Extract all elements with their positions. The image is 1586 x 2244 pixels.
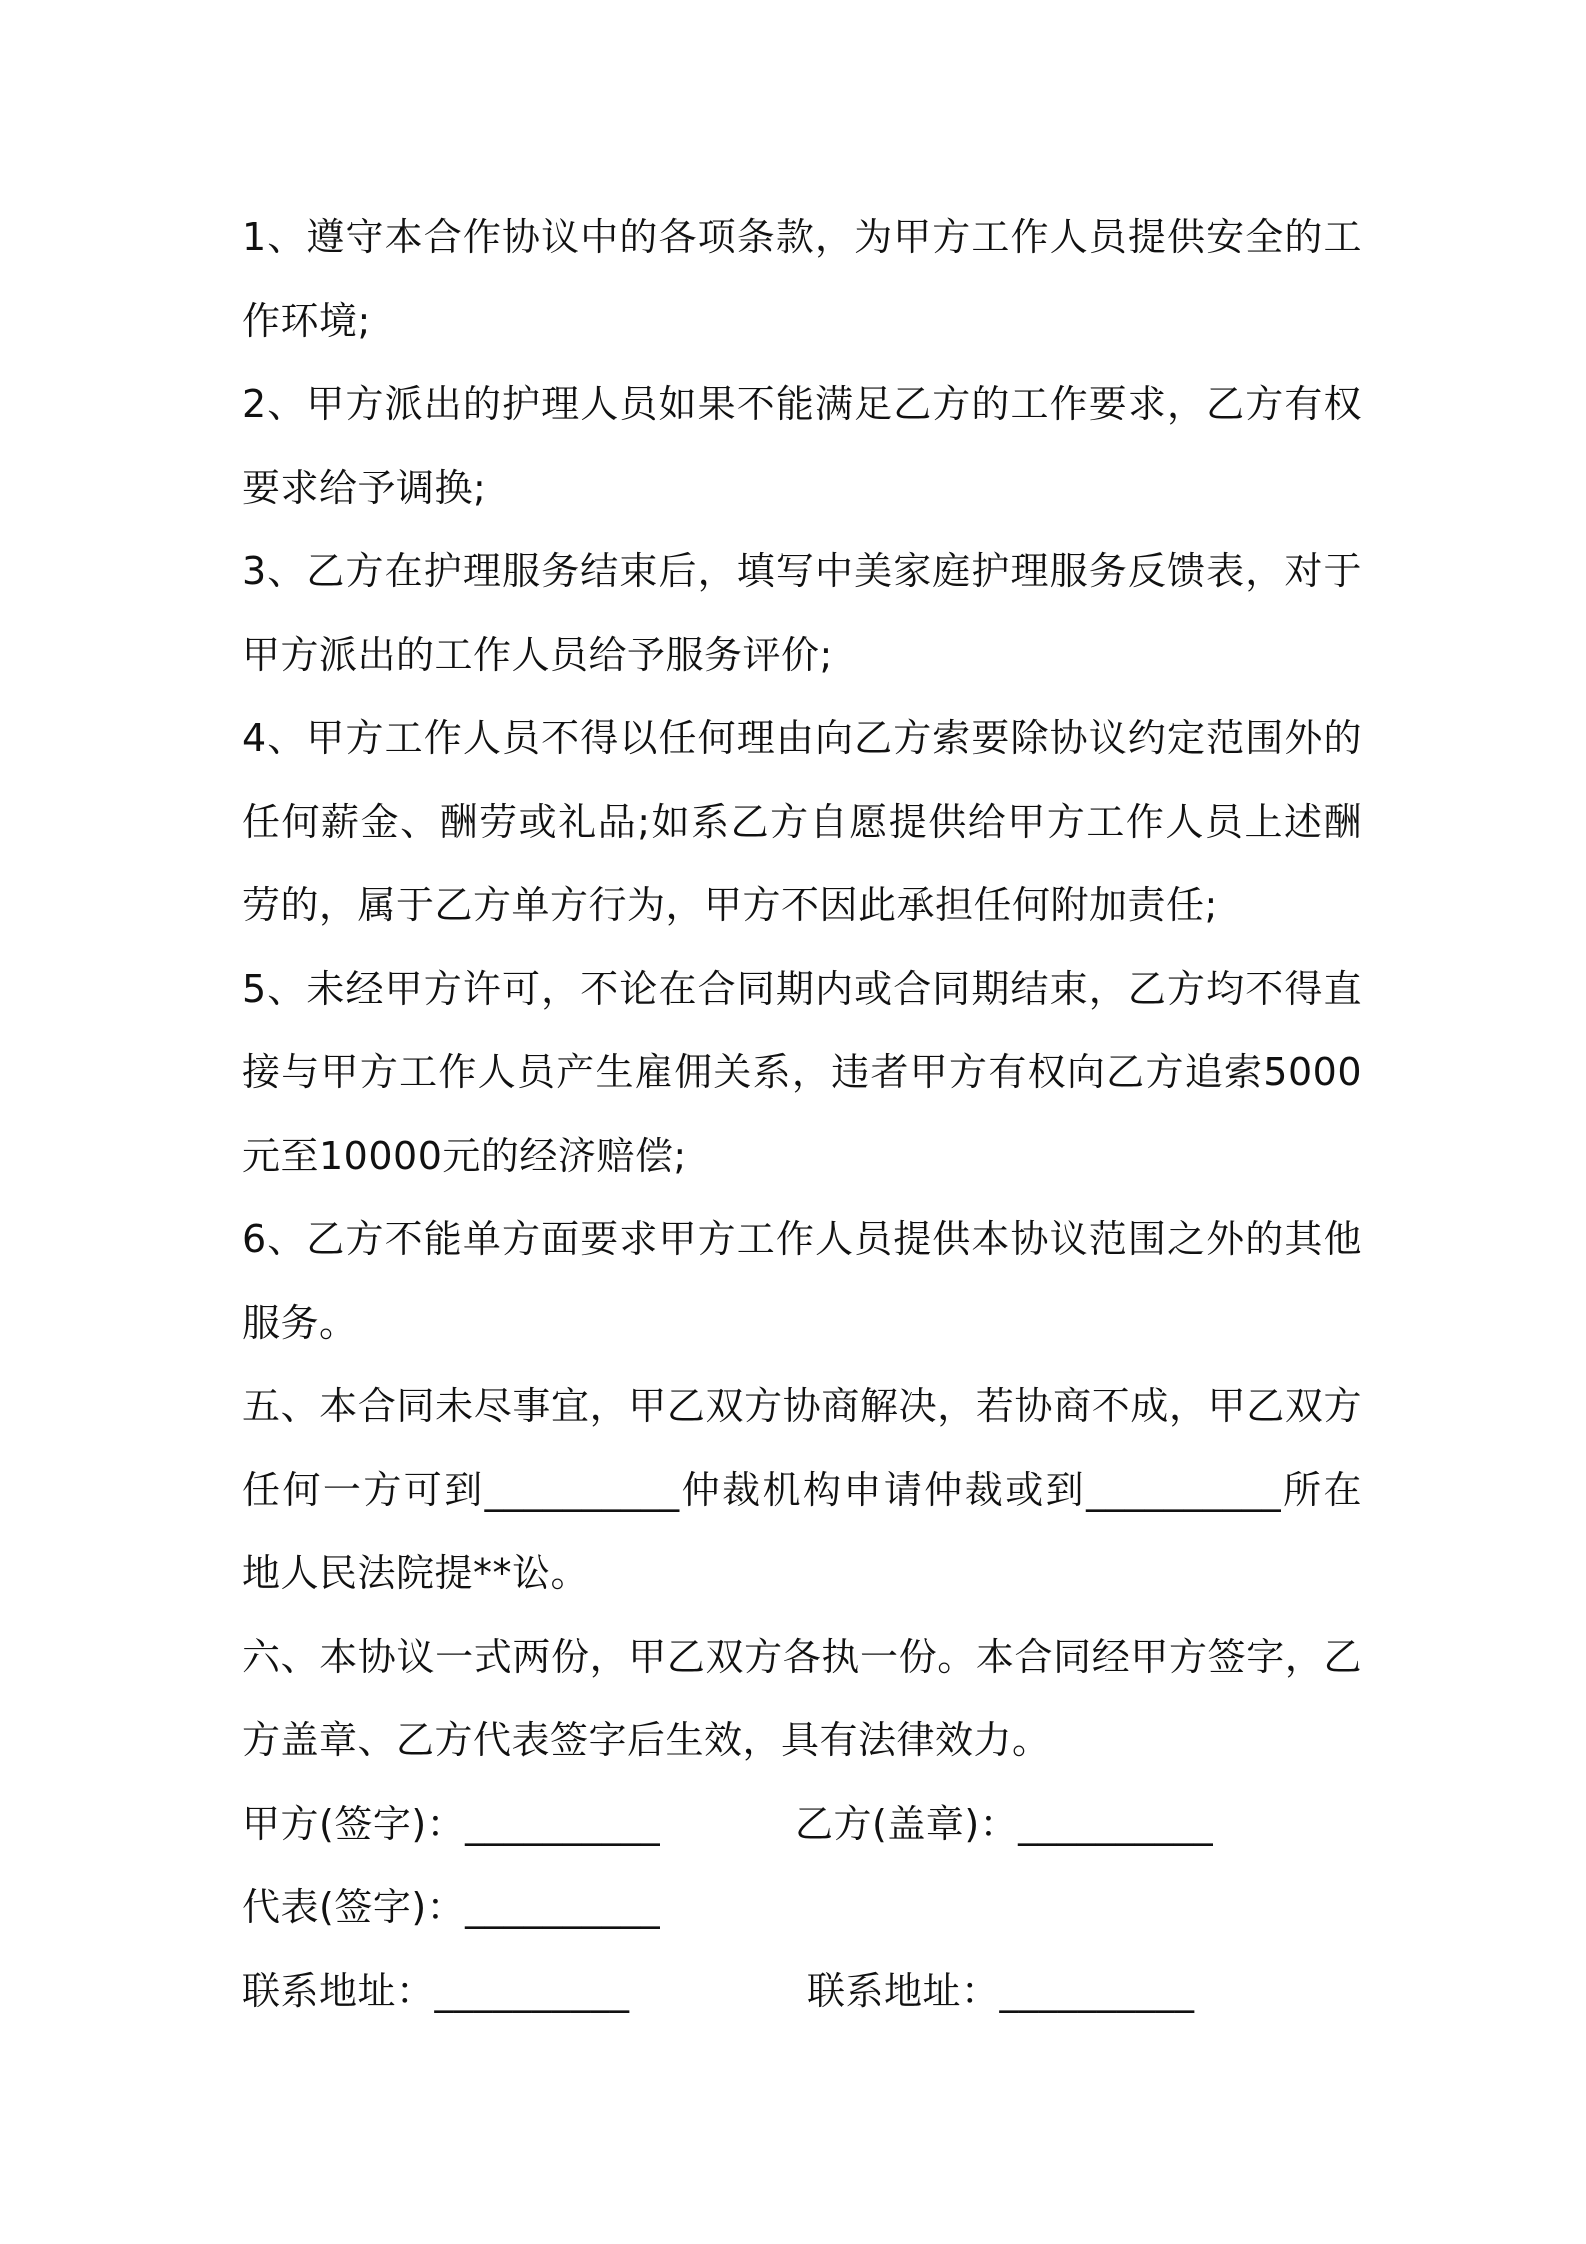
section-five: 五、本合同未尽事宜，甲乙双方协商解决，若协商不成，甲乙双方任何一方可到__________仲裁机构申请仲裁或到__________所在地人民法院提**讼。: [242, 1384, 1362, 1595]
clause-1: 1、遵守本合作协议中的各项条款，为甲方工作人员提供安全的工作环境;: [242, 215, 1362, 343]
clause-2: 2、甲方派出的护理人员如果不能满足乙方的工作要求，乙方有权要求给予调换;: [242, 382, 1362, 510]
party-b-seal: 乙方(盖章)：__________: [795, 1801, 1214, 1846]
document-body: [242, 196, 1362, 2033]
signature-row-parties: [242, 1783, 1362, 1867]
clause-5: 5、未经甲方许可，不论在合同期内或合同期结束，乙方均不得直接与甲方工作人员产生雇佣关系，违者甲方有权向乙方追索5000元至10000元的经济赔偿;: [242, 966, 1362, 1178]
clause-4: 4、甲方工作人员不得以任何理由向乙方索要除协议约定范围外的任何薪金、酬劳或礼品;如系乙方自愿提供给甲方工作人员上述酬劳的，属于乙方单方行为，甲方不因此承担任何附加责任;: [242, 716, 1362, 927]
party-b-address: 联系地址：__________: [807, 1968, 1195, 2013]
clause-3: 3、乙方在护理服务结束后，填写中美家庭护理服务反馈表，对于甲方派出的工作人员给予服务评价;: [242, 549, 1362, 677]
signature-row-representative: [242, 1866, 1362, 1950]
signature-row-addresses: [242, 1950, 1362, 2034]
section-six: 六、本协议一式两份，甲乙双方各执一份。本合同经甲方签字，乙方盖章、乙方代表签字后生效，具有法律效力。: [242, 1634, 1362, 1762]
party-a-signature: 甲方(签字)：__________: [242, 1801, 661, 1846]
representative-signature: 代表(签字)：__________: [242, 1885, 661, 1929]
clause-6: 6、乙方不能单方面要求甲方工作人员提供本协议范围之外的其他服务。: [242, 1217, 1362, 1345]
party-a-address: 联系地址：__________: [242, 1968, 630, 2013]
